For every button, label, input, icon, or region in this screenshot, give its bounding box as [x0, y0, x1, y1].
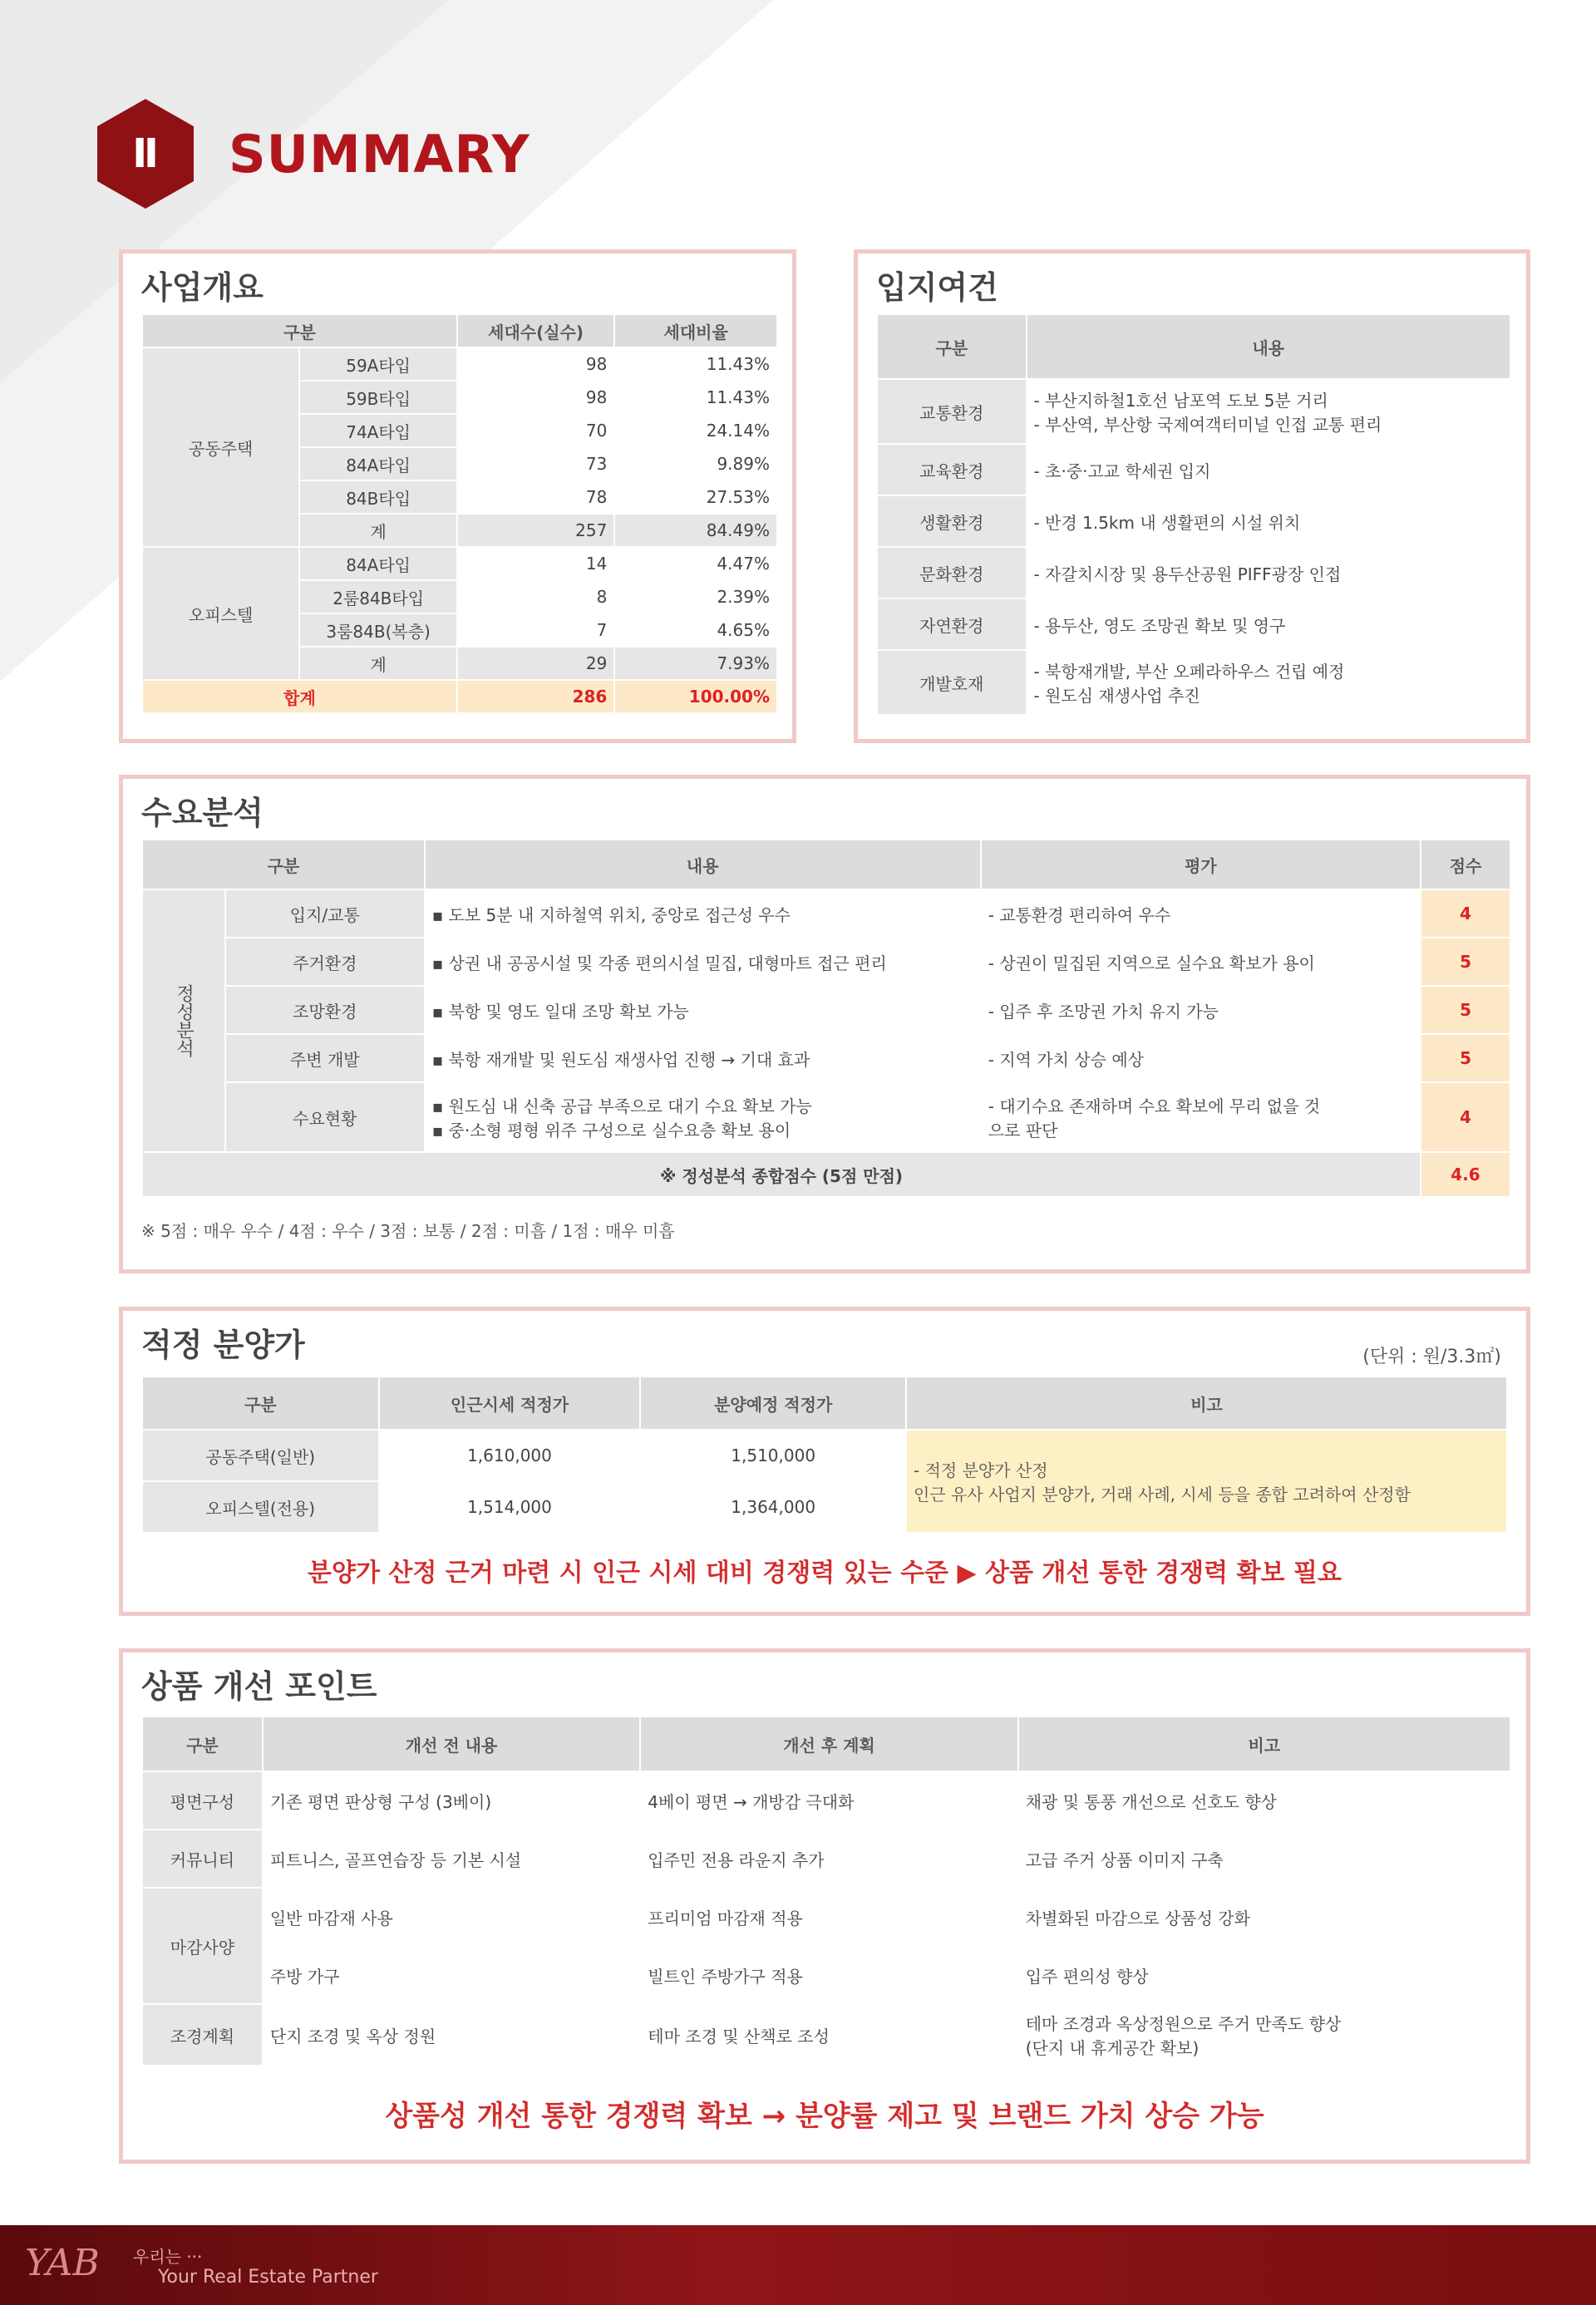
- analysis-content: [425, 938, 981, 986]
- eval-line: - 지역 가치 상승 예상: [988, 1049, 1144, 1070]
- note-line: 입주 편의성 향상: [1025, 1966, 1149, 1987]
- group-label: 오피스텔: [142, 547, 299, 680]
- ratio-cell: 27.53%: [614, 480, 777, 514]
- summary-text: ※ 정성분석 종합점수 (5점 만점): [142, 1152, 1421, 1197]
- col-header: 구분: [142, 840, 425, 889]
- improve-note: [1018, 2004, 1510, 2066]
- table-row: [142, 986, 1510, 1034]
- content-line: ▪ 중·소형 평형 위주 구성으로 실수요층 확보 용이: [431, 1120, 791, 1140]
- analysis-label: 입지/교통: [225, 889, 425, 938]
- ratio-cell: 4.47%: [614, 547, 777, 580]
- remark-line: - 적정 분양가 산정: [914, 1460, 1048, 1480]
- price-label: 오피스텔(전용): [142, 1481, 379, 1533]
- price-nearby: 1,514,000: [379, 1481, 641, 1533]
- type-cell: 3룸84B(복층): [299, 613, 457, 647]
- location-box: [854, 249, 1530, 743]
- page-header: [87, 91, 530, 216]
- location-label: 교통환경: [877, 379, 1027, 444]
- type-cell: 2룸84B타입: [299, 580, 457, 613]
- analysis-content: [425, 986, 981, 1034]
- footer-bar: [0, 2225, 1596, 2305]
- table-row: [142, 1034, 1510, 1082]
- table-row: [877, 650, 1510, 715]
- improve-conclusion: 상품성 개선 통한 경쟁력 확보 → 분양률 제고 및 브랜드 가치 상승 가능: [385, 2100, 1264, 2133]
- improve-label: 마감사양: [142, 1888, 263, 2004]
- content-line: ▪ 원도심 내 신축 공급 부족으로 대기 수요 확보 가능: [431, 1096, 812, 1116]
- analysis-content: [425, 1082, 981, 1152]
- analysis-label: 주변 개발: [225, 1034, 425, 1082]
- location-content: [1027, 547, 1510, 598]
- ratio-cell: 11.43%: [614, 347, 777, 381]
- type-cell: 84A타입: [299, 547, 457, 580]
- footer-tagline: 우리는 ···: [133, 2247, 203, 2267]
- note-line: 차별화된 마감으로 상품성 강화: [1025, 1908, 1250, 1928]
- improve-before: 일반 마감재 사용: [263, 1888, 640, 1946]
- col-header: 개선 전 내용: [263, 1716, 640, 1771]
- type-cell: 59B타입: [299, 381, 457, 414]
- location-label: 생활환경: [877, 495, 1027, 547]
- side-label-text: 정성분석: [173, 984, 195, 1057]
- ratio-cell: 11.43%: [614, 381, 777, 414]
- content-line: - 용두산, 영도 조망권 확보 및 영구: [1033, 615, 1286, 636]
- table-row: [142, 938, 1510, 986]
- table-row: [877, 495, 1510, 547]
- hexagon-badge-icon: [87, 96, 204, 212]
- type-cell: 84B타입: [299, 480, 457, 514]
- improve-after: 테마 조경 및 산책로 조성: [640, 2004, 1017, 2066]
- improve-label: 조경계획: [142, 2004, 263, 2066]
- eval-line: - 교통환경 편리하여 우수: [988, 904, 1171, 925]
- total-count: 286: [457, 680, 614, 713]
- subtotal-count: 29: [457, 647, 614, 680]
- price-title: 적정 분양가: [141, 1327, 305, 1363]
- count-cell: 73: [457, 447, 614, 480]
- location-content: [1027, 650, 1510, 715]
- score-cell: 5: [1421, 938, 1510, 986]
- footer-slogan: Your Real Estate Partner: [158, 2267, 378, 2288]
- location-title: 입지여건: [876, 269, 998, 306]
- analysis-label: 조망환경: [225, 986, 425, 1034]
- note-line: 채광 및 통풍 개선으로 선호도 향상: [1025, 1791, 1277, 1812]
- improve-note: [1018, 1771, 1510, 1830]
- table-row: [142, 889, 1510, 938]
- col-header: 구분: [877, 314, 1027, 379]
- location-label: 교육환경: [877, 444, 1027, 495]
- improve-table: [141, 1716, 1511, 2066]
- table-row: [877, 379, 1510, 444]
- location-label: 문화환경: [877, 547, 1027, 598]
- improve-label: 평면구성: [142, 1771, 263, 1830]
- content-line: - 자갈치시장 및 용두산공원 PIFF광장 인접: [1033, 564, 1342, 584]
- note-line: 고급 주거 상품 이미지 구축: [1025, 1849, 1224, 1870]
- price-nearby: 1,610,000: [379, 1430, 641, 1481]
- analysis-table: [141, 839, 1511, 1198]
- overview-title: 사업개요: [141, 269, 264, 306]
- col-header: 비고: [1018, 1716, 1510, 1771]
- ratio-cell: 2.39%: [614, 580, 777, 613]
- ratio-cell: 9.89%: [614, 447, 777, 480]
- location-label: 자연환경: [877, 598, 1027, 650]
- eval-line: - 대기수요 존재하며 수요 확보에 무리 없을 것: [988, 1096, 1321, 1116]
- score-cell: 5: [1421, 1034, 1510, 1082]
- eval-line: - 상권이 밀집된 지역으로 실수요 확보가 용이: [988, 953, 1315, 973]
- subtotal-ratio: 7.93%: [614, 647, 777, 680]
- price-box: [119, 1307, 1530, 1616]
- col-header: 분양예정 적정가: [640, 1377, 906, 1430]
- col-header: 내용: [1027, 314, 1510, 379]
- improve-after: 빌트인 주방가구 적용: [640, 1946, 1017, 2004]
- count-cell: 14: [457, 547, 614, 580]
- note-line: 테마 조경과 옥상정원으로 주거 만족도 향상: [1025, 2014, 1342, 2034]
- ratio-cell: 4.65%: [614, 613, 777, 647]
- improve-note: [1018, 1830, 1510, 1888]
- type-cell: 59A타입: [299, 347, 457, 381]
- improve-after: 입주민 전용 라운지 추가: [640, 1830, 1017, 1888]
- location-content: [1027, 598, 1510, 650]
- location-content: [1027, 444, 1510, 495]
- analysis-eval: [981, 986, 1421, 1034]
- location-table: [876, 313, 1511, 716]
- section-number: Ⅱ: [132, 131, 159, 177]
- table-row: [142, 347, 777, 381]
- footer-logo: YAB: [25, 2242, 100, 2284]
- col-header: 구분: [142, 1377, 379, 1430]
- improve-box: [119, 1648, 1530, 2164]
- eval-line: 으로 판단: [988, 1120, 1058, 1140]
- remark-line: 인근 유사 사업지 분양가, 거래 사례, 시세 등을 종합 고려하여 산정함: [914, 1485, 1411, 1505]
- improve-title: 상품 개선 포인트: [141, 1668, 377, 1705]
- content-line: ▪ 상권 내 공공시설 및 각종 편의시설 밀집, 대형마트 접근 편리: [431, 953, 887, 973]
- content-line: ▪ 도보 5분 내 지하철역 위치, 중앙로 접근성 우수: [431, 904, 791, 925]
- count-cell: 98: [457, 381, 614, 414]
- analysis-eval: [981, 1082, 1421, 1152]
- table-row: [142, 1430, 1507, 1481]
- ratio-cell: 24.14%: [614, 414, 777, 447]
- col-header: 평가: [981, 840, 1421, 889]
- price-planned: 1,364,000: [640, 1481, 906, 1533]
- overview-box: [119, 249, 796, 743]
- count-cell: 98: [457, 347, 614, 381]
- side-label: [142, 889, 225, 1152]
- table-row: [142, 2004, 1510, 2066]
- overview-table: [141, 313, 778, 714]
- total-ratio: 100.00%: [614, 680, 777, 713]
- improve-before: 기존 평면 판상형 구성 (3베이): [263, 1771, 640, 1830]
- location-content: [1027, 379, 1510, 444]
- analysis-box: [119, 775, 1530, 1273]
- table-row: [142, 1888, 1510, 1946]
- analysis-content: [425, 889, 981, 938]
- analysis-eval: [981, 938, 1421, 986]
- price-remark: [906, 1430, 1507, 1533]
- price-unit: (단위 : 원/3.3㎡): [1362, 1347, 1501, 1367]
- group-label: 공동주택: [142, 347, 299, 547]
- type-cell: 74A타입: [299, 414, 457, 447]
- improve-before: 주방 가구: [263, 1946, 640, 2004]
- location-content: [1027, 495, 1510, 547]
- table-row: [877, 598, 1510, 650]
- improve-before: 피트니스, 골프연습장 등 기본 시설: [263, 1830, 640, 1888]
- analysis-label: 주거환경: [225, 938, 425, 986]
- table-row: [142, 1946, 1510, 2004]
- price-conclusion: 분양가 산정 근거 마련 시 인근 시세 대비 경쟁력 있는 수준 ▶ 상품 개선 통한 경쟁력 확보 필요: [308, 1559, 1342, 1588]
- count-cell: 8: [457, 580, 614, 613]
- content-line: - 반경 1.5km 내 생활편의 시설 위치: [1033, 512, 1301, 533]
- note-line: (단지 내 휴게공간 확보): [1025, 2038, 1199, 2058]
- subtotal-label: 계: [299, 514, 457, 547]
- type-cell: 84A타입: [299, 447, 457, 480]
- summary-score: 4.6: [1421, 1152, 1510, 1197]
- location-label: 개발호재: [877, 650, 1027, 715]
- table-row: [142, 1771, 1510, 1830]
- table-row: [877, 547, 1510, 598]
- total-row: [142, 680, 777, 713]
- col-header: 내용: [425, 840, 981, 889]
- eval-line: - 입주 후 조망권 가치 유지 가능: [988, 1001, 1219, 1022]
- summary-row: [142, 1152, 1510, 1197]
- subtotal-label: 계: [299, 647, 457, 680]
- improve-label: 커뮤니티: [142, 1830, 263, 1888]
- page-title: SUMMARY: [229, 123, 530, 185]
- price-planned: 1,510,000: [640, 1430, 906, 1481]
- content-line: - 부산지하철1호선 남포역 도보 5분 거리: [1033, 391, 1328, 411]
- col-header: 세대수(실수): [457, 314, 614, 347]
- count-cell: 78: [457, 480, 614, 514]
- table-row: [142, 547, 777, 580]
- col-header: 구분: [142, 1716, 263, 1771]
- col-header: 개선 후 계획: [640, 1716, 1017, 1771]
- analysis-footnote: ※ 5점 : 매우 우수 / 4점 : 우수 / 3점 : 보통 / 2점 : 미흡 / 1점 : 매우 미흡: [141, 1221, 675, 1241]
- col-header: 점수: [1421, 840, 1510, 889]
- table-row: [142, 1082, 1510, 1152]
- content-line: - 초·중·고교 학세권 입지: [1033, 461, 1211, 481]
- price-label: 공동주택(일반): [142, 1430, 379, 1481]
- score-cell: 4: [1421, 1082, 1510, 1152]
- count-cell: 70: [457, 414, 614, 447]
- table-row: [877, 444, 1510, 495]
- analysis-title: 수요분석: [141, 795, 264, 831]
- price-table: [141, 1376, 1508, 1534]
- col-header: 세대비율: [614, 314, 777, 347]
- count-cell: 7: [457, 613, 614, 647]
- col-header: 인근시세 적정가: [379, 1377, 641, 1430]
- analysis-eval: [981, 1034, 1421, 1082]
- analysis-content: [425, 1034, 981, 1082]
- content-line: ▪ 북항 재개발 및 원도심 재생사업 진행 → 기대 효과: [431, 1049, 810, 1070]
- col-header: 비고: [906, 1377, 1507, 1430]
- improve-note: [1018, 1946, 1510, 2004]
- improve-note: [1018, 1888, 1510, 1946]
- total-label: 합계: [142, 680, 457, 713]
- content-line: - 원도심 재생사업 추진: [1033, 686, 1200, 706]
- score-cell: 5: [1421, 986, 1510, 1034]
- subtotal-ratio: 84.49%: [614, 514, 777, 547]
- content-line: ▪ 북항 및 영도 일대 조망 확보 가능: [431, 1001, 689, 1022]
- col-header: 구분: [142, 314, 457, 347]
- table-row: [142, 1830, 1510, 1888]
- score-cell: 4: [1421, 889, 1510, 938]
- analysis-eval: [981, 889, 1421, 938]
- improve-after: 프리미엄 마감재 적용: [640, 1888, 1017, 1946]
- improve-after: 4베이 평면 → 개방감 극대화: [640, 1771, 1017, 1830]
- analysis-label: 수요현황: [225, 1082, 425, 1152]
- content-line: - 북항재개발, 부산 오페라하우스 건립 예정: [1033, 662, 1345, 682]
- content-line: - 부산역, 부산항 국제여객터미널 인접 교통 편리: [1033, 415, 1382, 435]
- subtotal-count: 257: [457, 514, 614, 547]
- improve-before: 단지 조경 및 옥상 정원: [263, 2004, 640, 2066]
